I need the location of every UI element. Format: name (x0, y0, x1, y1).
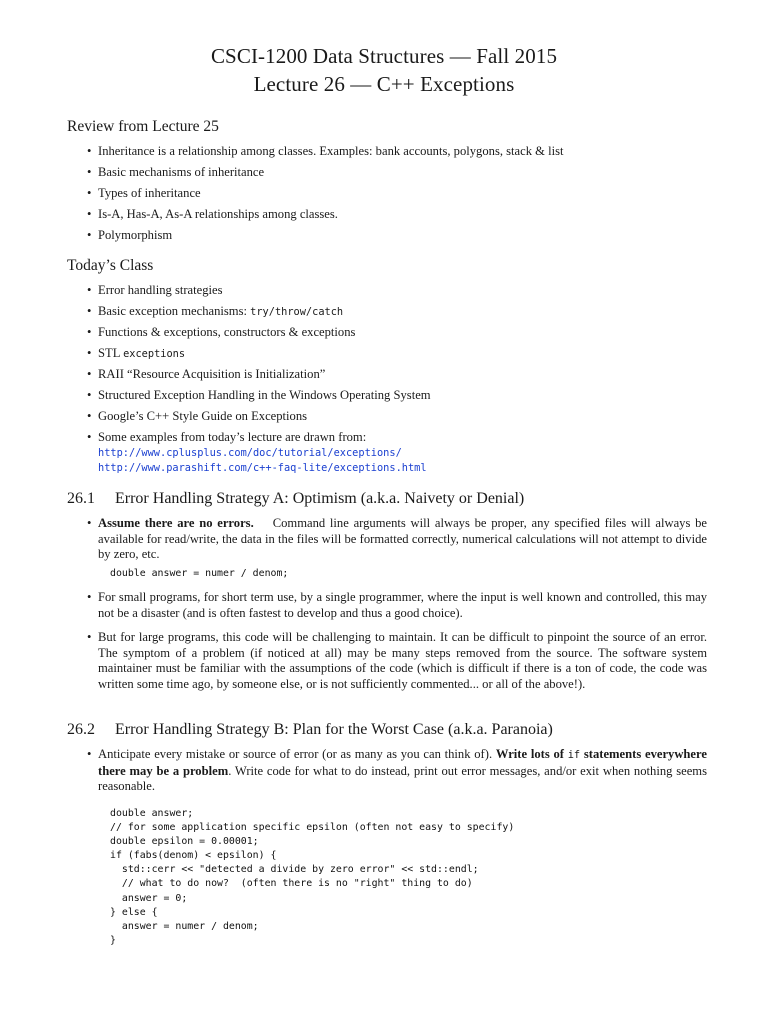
bullet-icon: • (87, 144, 92, 158)
cplusplus-link[interactable]: http://www.cplusplus.com/doc/tutorial/exceptions/ (98, 446, 402, 459)
code-block: double answer; // for some application specific epsilon (often not easy to specify) double epsilon = 0.00001; if (fabs(denom) < epsilon) { std::cerr << "detected a divide by zero error" << std::endl; // what to do now? (often there is no "right" thing to do) answer = 0; } else { answer = numer / denom; } (110, 808, 515, 946)
bullet-icon: • (87, 590, 92, 604)
bullet-icon: • (87, 325, 92, 339)
list-item: • RAII “Resource Acquisition is Initialization” (87, 367, 326, 381)
section-heading-26-1: 26.1 Error Handling Strategy A: Optimism (a.k.a. Naivety or Denial) (67, 490, 525, 507)
inline-code: try/throw/catch (250, 306, 344, 318)
list-item: • Google’s C++ Style Guide on Exceptions (87, 409, 308, 423)
bullet-icon: • (87, 388, 92, 402)
list-item: • Structured Exception Handling in the Windows Operating System (87, 388, 431, 402)
section-heading-26-2: 26.2 Error Handling Strategy B: Plan for the Worst Case (a.k.a. Paranoia) (67, 721, 553, 738)
bullet-icon: • (87, 304, 92, 318)
bullet-icon: • (87, 630, 92, 644)
page-title: CSCI-1200 Data Structures — Fall 2015 (210, 44, 558, 68)
list-item: • For small programs, for short term use, by a single programmer, where the input is well known and controlled, this may not be a disaster (and is often fastest to develop and thus a good choice). (87, 590, 707, 620)
list-item: • Types of inheritance (87, 186, 201, 200)
list-item: • Inheritance is a relationship among classes. Examples: bank accounts, polygons, stack & list (87, 144, 564, 158)
list-item: • Polymorphism (87, 228, 173, 242)
list-item: • Is-A, Has-A, As-A relationships among classes. (87, 207, 338, 221)
list-item: • Basic mechanisms of inheritance (87, 165, 265, 179)
bullet-icon: • (87, 283, 92, 297)
list-item: • Functions & exceptions, constructors & exceptions (87, 325, 356, 339)
code-block: double answer = numer / denom; (110, 568, 289, 579)
bullet-icon: • (87, 228, 92, 242)
bullet-icon: • (87, 747, 92, 761)
bullet-icon: • (87, 367, 92, 381)
inline-code: if (567, 749, 581, 761)
list-item: • But for large programs, this code will be challenging to maintain. It can be difficult to pinpoint the source of an error. The symptom of a problem (if noticed at all) may be many steps removed from the source. The software system maintainer must be familiar with the assumptions of the code (which is difficult if there is a ton of code, the code was written some time ago, by someone else, or is not sufficiently commented... or all of the above!). (87, 630, 707, 691)
bullet-icon: • (87, 346, 92, 360)
list-item: • Error handling strategies (87, 283, 223, 297)
list-item: • Anticipate every mistake or source of error (or as many as you can think of). Write lots of if statements everywhere there may be a problem. Write code for what to do instead, print out error messages, and/or exit when nothing seems reasonable. (87, 747, 708, 793)
list-item: • STL exceptions (87, 346, 186, 360)
bullet-icon: • (87, 409, 92, 423)
bullet-icon: • (87, 430, 92, 444)
bullet-icon: • (87, 165, 92, 179)
parashift-link[interactable]: http://www.parashift.com/c++-faq-lite/exceptions.html (98, 461, 427, 474)
bullet-icon: • (87, 207, 92, 221)
bullet-icon: • (87, 516, 92, 530)
page-subtitle: Lecture 26 — C++ Exceptions (253, 72, 515, 96)
list-item: • Some examples from today’s lecture are drawn from: http://www.cplusplus.com/doc/tutorial/exceptions/ http://www.parashift.com/c++-faq-lite/exceptions.html (87, 430, 707, 476)
list-item: • Basic exception mechanisms: try/throw/catch (87, 304, 344, 318)
list-item: • Assume there are no errors. Command line arguments will always be proper, any specified files will always be available for read/write, the data in the files will be formatted correctly, numerical calculations will not attempt to divide by zero, etc. (87, 516, 707, 561)
bullet-icon: • (87, 186, 92, 200)
review-heading: Review from Lecture 25 (67, 118, 219, 135)
today-heading: Today’s Class (67, 257, 154, 274)
inline-code: exceptions (123, 348, 186, 360)
